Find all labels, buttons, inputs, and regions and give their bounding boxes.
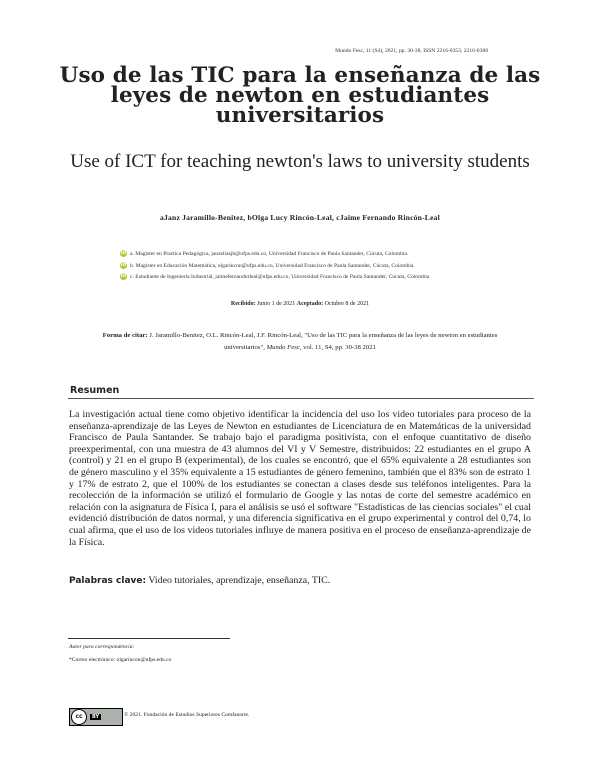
orcid-icon[interactable]: iD: [120, 274, 127, 279]
orcid-icon[interactable]: iD: [120, 251, 127, 256]
authors: aJanz Jaramillo-Benitez, bOlga Lucy Rincón-Leal, cJaime Fernando Rincón-Leal: [160, 213, 440, 222]
abstract-heading: Resumen: [70, 385, 120, 396]
divider: [68, 398, 534, 399]
footnote-divider: [68, 638, 230, 639]
correspondence-label: Autor para correspondencia:: [69, 644, 135, 650]
received-label: Recibido:: [230, 301, 256, 307]
accepted-label: Aceptado:: [296, 301, 324, 307]
citation-text: J. Jaramillo-Benitez, O.L. Rincón-Leal, J.F. Rincón-Leal, "Uso de las TIC para la enseñanza de las leyes de newton en estudiantes universitarios",: [149, 332, 498, 351]
received-accepted-dates: [40, 301, 560, 307]
affiliation-b: [120, 262, 413, 269]
orcid-icon[interactable]: iD: [120, 263, 127, 268]
affiliation-text: a. Magister en Practica Pedagógica, janzeliasjb@ufps.edu.co, Universidad Francisco de Paula Santander, Cúcuta, Colombia.: [130, 250, 409, 257]
affiliation-text: c. Estudiante de Ingeniería Industrial, jaimefernandorleal@ufps.edu.co, Universidad Francisco de Paula Santander, Cúcuta, Colombia: [130, 273, 430, 280]
creative-commons-badge[interactable]: [69, 708, 123, 726]
keywords-text: Video tutoriales, aprendizaje, enseñanza, TIC.: [148, 575, 331, 586]
affiliation-a: [120, 250, 408, 257]
citation: [100, 330, 500, 354]
correspondence-email: *Correo electrónico: olgarincon@ufps.edu.co: [69, 657, 172, 663]
by-label: BY: [92, 714, 100, 720]
accepted-date: Octubre 8 de 2021: [324, 301, 370, 307]
title-english: Use of ICT for teaching newton's laws to university students: [70, 151, 530, 172]
keywords: [69, 575, 330, 586]
journal-reference: Mundo Fesc, 11 (S4), 2021, pp. 30-38, ISSN 2216-0353, 2216-0388: [335, 48, 488, 54]
citation-journal: Mundo Fesc: [266, 344, 300, 351]
abstract-text: La investigación actual tiene como objetivo identificar la incidencia del uso los video tutoriales para proceso de la enseñanza-aprendizaje de las Leyes de Newton en estudiantes de Licenciatura de en Matemáticas de la universidad Francisco de Paula Santander. Se trabajo bajo el paradigma positivista, con el enfoque cuantitativo de diseño preexperimental, con una muestra de 43 alumnos del VI y V Semestre, distribuidos: 22 estudiantes en el grupo A (control) y 21 en el grupo B (experimental), de los cuales se encontró, que el 65% equivalente a 28 estudiantes son de género masculino y el 35% equivalente a 15 estudiantes de género femenino, también que el 83% son de estrato 1 y 17% de estrato 2, que el 100% de los estudiantes se conectan a clases desde sus teléfonos inteligentes. Para la recolección de la información se utilizó el formulario de Google y las notas de corte del semestre académico en relación con la asignatura de Física I, para el análisis se usó el software "Estadísticas de las ciencias sociales" el cual evidenció distribución de datos normal, y una diferencia significativa en el grupo experimental y control del 0,74, lo cual afirma, que el uso de los videos tutoriales influye de manera positiva en el proceso de enseñanza-aprendizaje de la Física.: [69, 409, 531, 548]
title-spanish: Uso de las TIC para la enseñanza de las leyes de newton en estudiantes universitarios: [59, 63, 541, 128]
keywords-label: Palabras clave:: [69, 576, 147, 586]
creative-commons-icon: cc: [71, 709, 87, 725]
copyright: © 2021. Fundación de Estudios Superiores Comfanorte.: [124, 712, 250, 718]
citation-label: Forma de citar:: [102, 332, 148, 339]
affiliation-text: b. Magister en Educación Matemática, olgarincon@ufps.edu.co, Universidad Francisco de Paula Santander, Cúcuta, Colombia: [130, 262, 414, 269]
citation-volume: , vol. 11, S4, pp. 30-38 2021: [299, 344, 376, 351]
affiliation-c: [120, 273, 429, 280]
received-date: Junio 1 de 2021: [257, 301, 296, 307]
